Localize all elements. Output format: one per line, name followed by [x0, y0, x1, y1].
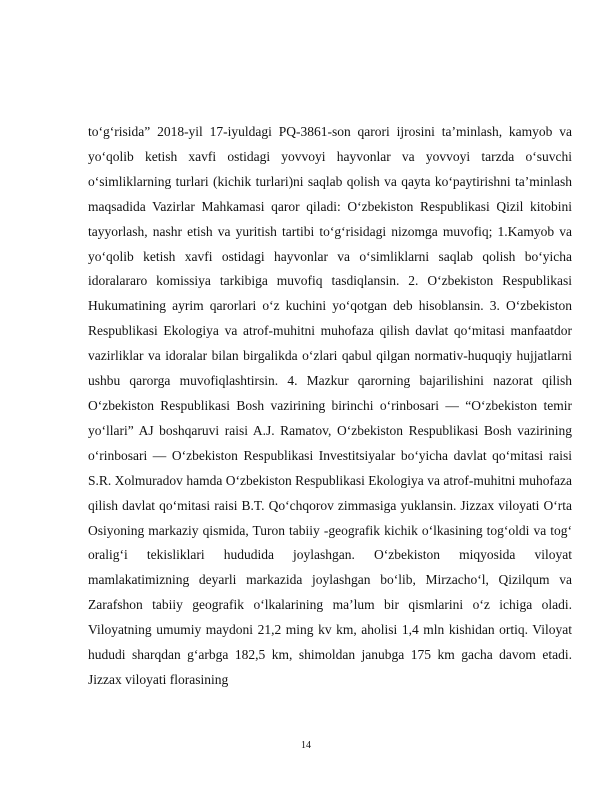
- page-number: 14: [301, 740, 311, 751]
- body-paragraph: to‘g‘risida” 2018-yil 17-iyuldagi PQ-3861-son qarori ijrosini ta’minlash, kamyob va yo‘qolib ketish xavfi ostidagi yovvoyi hayvonlar va yovvoyi tarzda o‘suvchi o‘simliklarning turlari (kichik turlari)ni saqlab qolish va qayta ko‘paytirishni ta’minlash maqsadida Vazirlar Mahkamasi qaror qiladi: O‘zbekiston Respublikasi Qizil kitobini tayyorlash, nashr etish va yuritish tartibi to‘g‘risidagi nizomga muvofiq; 1.Kamyob va yo‘qolib ketish xavfi ostidagi hayvonlar va o‘simliklarni saqlab qolish bo‘yicha idoralararo komissiya tarkibiga muvofiq tasdiqlansin. 2. O‘zbekiston Respublikasi Hukumatining ayrim qarorlari o‘z kuchini yo‘qotgan deb hisoblansin. 3. O‘zbekiston Respublikasi Ekologiya va atrof-muhitni muhofaza qilish davlat qo‘mitasi manfaatdor vazirliklar va idoralar bilan birgalikda o‘zlari qabul qilgan normativ-huquqiy hujjatlarni ushbu qarorga muvofiqlashtirsin. 4. Mazkur qarorning bajarilishini nazorat qilish O‘zbekiston Respublikasi Bosh vazirining birinchi o‘rinbosari — “O‘zbekiston temir yo‘llari” AJ boshqaruvi raisi A.J. Ramatov, O‘zbekiston Respublikasi Bosh vazirining o‘rinbosari — O‘zbekiston Respublikasi Investitsiyalar bo‘yicha davlat qo‘mitasi raisi S.R. Xolmuradov hamda O‘zbekiston Respublikasi Ekologiya va atrof-muhitni muhofaza qilish davlat qo‘mitasi raisi B.T. Qo‘chqorov zimmasiga yuklansin. Jizzax viloyati O‘rta Osiyoning markaziy qismida, Turon tabiiy -geografik kichik o‘lkasining tog‘oldi va tog‘ oralig‘i tekisliklari hududida joylashgan. O‘zbekiston miqyosida viloyat mamlakatimizning deyarli markazida joylashgan bo‘lib, Mirzacho‘l, Qizilqum va Zarafshon tabiiy geografik o‘lkalarining ma’lum bir qismlarini o‘z ichiga oladi. Viloyatning umumiy maydoni 21,2 ming kv km, aholisi 1,4 mln kishidan ortiq. Viloyat hududi sharqdan g‘arbga 182,5 km, shimoldan janubga 175 km gacha davom etadi. Jizzax viloyati florasining: [88, 124, 572, 687]
